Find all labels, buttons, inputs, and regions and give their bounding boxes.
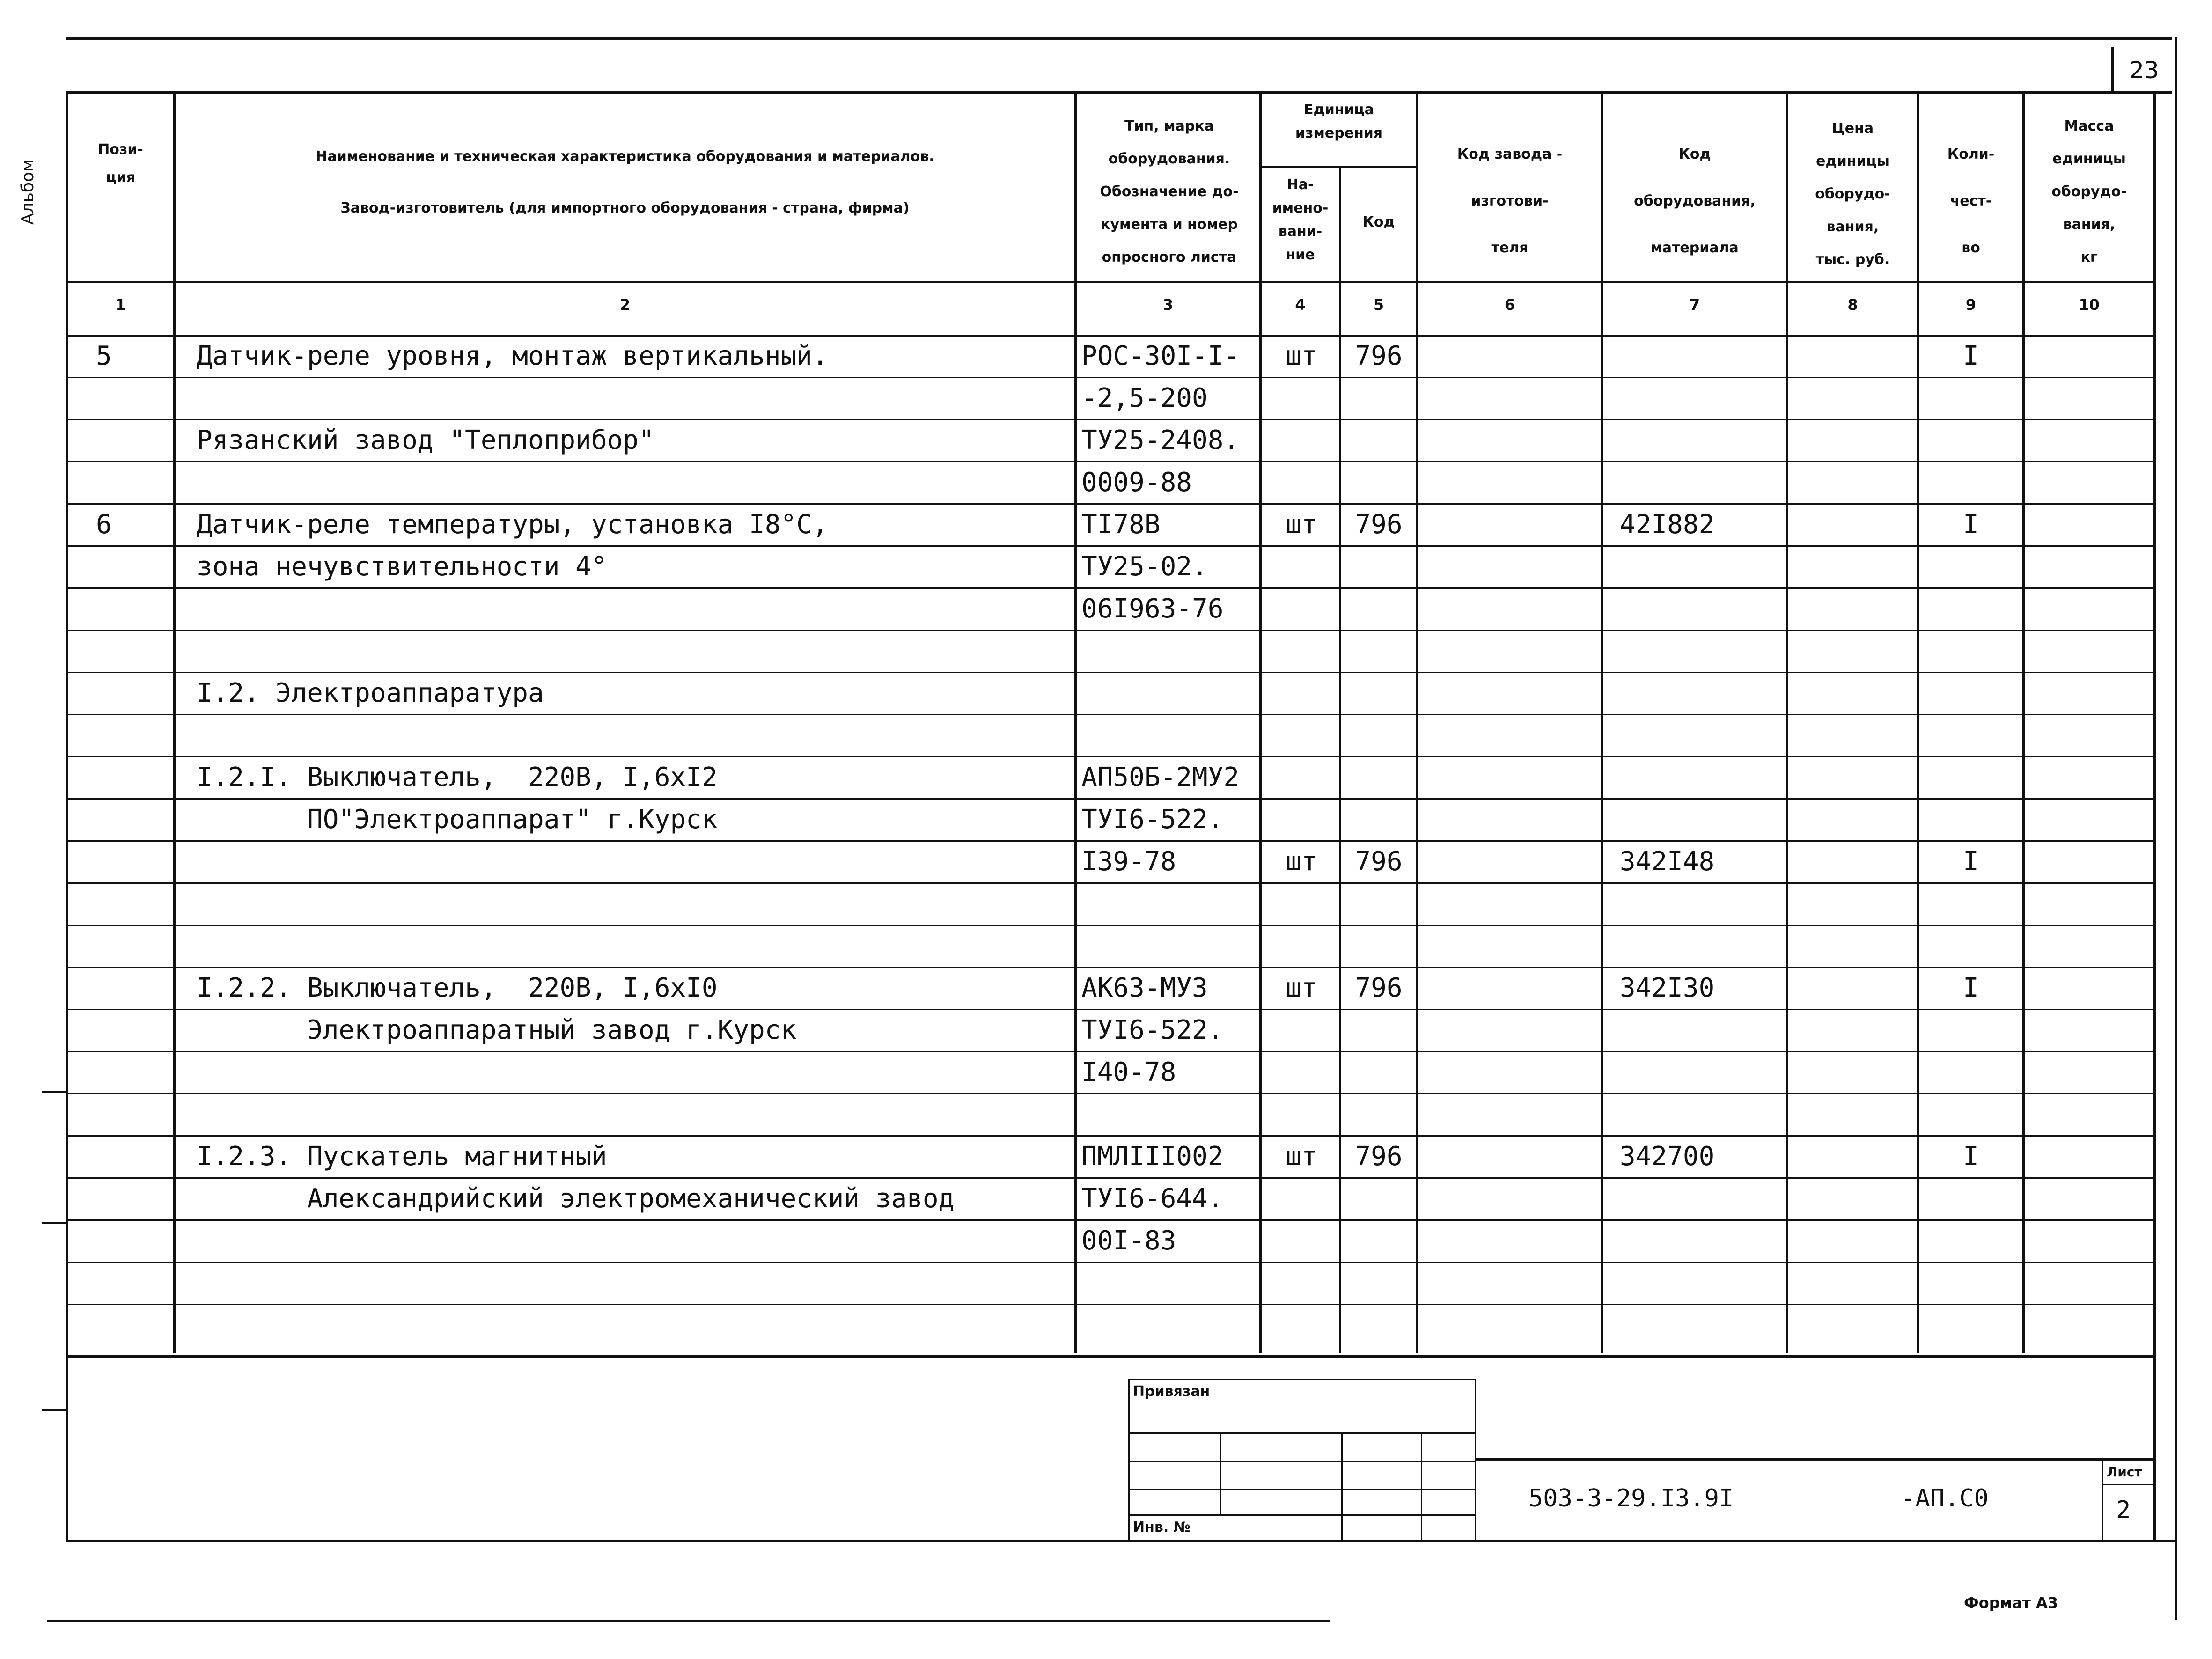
cell-type: ТУ25-2408. xyxy=(1081,425,1240,455)
col-line xyxy=(2153,91,2156,1540)
stamp-line xyxy=(1421,1432,1422,1540)
stamp-line xyxy=(1128,1489,1475,1490)
album-side-label: Альбом xyxy=(18,159,37,225)
row-line xyxy=(66,714,2153,715)
stamp-line xyxy=(1128,1379,1475,1380)
cell-equip-code: 342700 xyxy=(1620,1141,1715,1172)
cell-type: ТУI6-522. xyxy=(1081,804,1224,835)
col-number: 6 xyxy=(1504,296,1515,314)
cell-code: 796 xyxy=(1355,1141,1403,1172)
frame-top-line xyxy=(66,37,2172,40)
cell-pos: 6 xyxy=(96,509,112,540)
cell-name: Электроаппаратный завод г.Курск xyxy=(197,1015,797,1045)
cell-code: 796 xyxy=(1355,341,1403,371)
cell-unit: шт xyxy=(1286,341,1317,371)
header-col10: Масса единицы оборудо- вания, кг xyxy=(2051,118,2127,265)
cell-qty: I xyxy=(1963,846,1979,877)
stamp-tied-label: Привязан xyxy=(1133,1383,1210,1400)
cell-code: 796 xyxy=(1355,973,1403,1003)
cell-equip-code: 342I30 xyxy=(1620,973,1715,1003)
row-line xyxy=(66,587,2153,589)
col-number: 9 xyxy=(1965,296,1977,314)
header-col8: Цена единицы оборудо- вания, тыс. руб. xyxy=(1815,120,1890,268)
header-col6: Код завода - изготови- теля xyxy=(1457,146,1563,256)
sheet-no: 2 xyxy=(2116,1496,2131,1524)
cell-qty: I xyxy=(1963,509,1979,540)
cell-type: -2,5-200 xyxy=(1081,383,1208,413)
row-line xyxy=(66,377,2153,378)
row-line xyxy=(66,756,2153,757)
header-col1: Пози- ция xyxy=(98,141,143,186)
cell-type: 0009-88 xyxy=(1081,467,1192,498)
cell-unit: шт xyxy=(1286,509,1317,540)
row-line xyxy=(66,461,2153,462)
col-number: 2 xyxy=(619,296,631,314)
col-number: 10 xyxy=(2079,296,2100,314)
margin-tick xyxy=(42,1091,66,1093)
cell-equip-code: 342I48 xyxy=(1620,846,1715,877)
margin-tick xyxy=(42,1409,66,1411)
header-col3: Тип, марка оборудования. Обозначение до- кумента и номер опросного листа xyxy=(1100,118,1239,265)
col-number: 7 xyxy=(1689,296,1700,314)
cell-type: ТУ25-02. xyxy=(1081,551,1208,582)
row-line xyxy=(66,1177,2153,1179)
header-col5: Код xyxy=(1362,214,1395,230)
cell-name: ПО"Электроаппарат" г.Курск xyxy=(197,804,718,835)
cell-name: I.2.3. Пускатель магнитный xyxy=(197,1141,607,1172)
row-line xyxy=(66,1219,2153,1221)
row-line xyxy=(66,1304,2153,1305)
row-line xyxy=(66,630,2153,631)
cell-unit: шт xyxy=(1286,973,1317,1003)
format-label: Формат А3 xyxy=(1964,1594,2058,1612)
row-line xyxy=(66,1093,2153,1094)
cell-type: ПМЛIII002 xyxy=(1081,1141,1224,1172)
row-line xyxy=(66,798,2153,800)
cell-unit: шт xyxy=(1286,846,1317,877)
stamp-code-top xyxy=(1475,1458,2153,1461)
col-number: 8 xyxy=(1847,296,1858,314)
row-line xyxy=(66,840,2153,842)
cell-qty: I xyxy=(1963,973,1979,1003)
frame-header-top xyxy=(66,91,2172,94)
header-col9: Коли- чест- во xyxy=(1947,146,1995,256)
stamp-line xyxy=(1220,1432,1221,1514)
frame-bottom xyxy=(66,1540,2175,1542)
cell-code: 796 xyxy=(1355,846,1403,877)
sheet-cell-divider xyxy=(2102,1484,2153,1485)
frame-lower-line xyxy=(47,1620,1330,1622)
cell-type: ТI78В xyxy=(1081,509,1161,540)
cell-code: 796 xyxy=(1355,509,1403,540)
row-line xyxy=(66,925,2153,926)
cell-type: I39-78 xyxy=(1081,846,1176,877)
row-line xyxy=(66,1051,2153,1052)
row-line xyxy=(66,1135,2153,1137)
row-line xyxy=(66,419,2153,420)
header-col7: Код оборудования, материала xyxy=(1634,146,1756,256)
doc-code: 503-3-29.I3.9I xyxy=(1529,1484,1734,1512)
row-line xyxy=(66,1009,2153,1010)
cell-name: зона нечувствительности 4° xyxy=(197,551,607,582)
stamp-line xyxy=(1128,1379,1130,1540)
cell-type: ТУI6-522. xyxy=(1081,1015,1224,1045)
header-unit: Единица измерения xyxy=(1295,102,1383,141)
row-line xyxy=(66,967,2153,968)
header-col4: На- имено- вани- ние xyxy=(1272,176,1329,263)
cell-type: 00I-83 xyxy=(1081,1226,1176,1256)
row-line xyxy=(66,503,2153,505)
cell-type: 06I963-76 xyxy=(1081,594,1224,624)
row-line xyxy=(66,1262,2153,1263)
header-col2: Наименование и техническая характеристика оборудования и материалов. Завод-изготовитель (для импортного оборудования - страна, фирма) xyxy=(316,148,934,216)
cell-name: Александрийский электромеханический завод xyxy=(197,1183,955,1214)
col-number: 1 xyxy=(115,296,126,314)
unit-divider xyxy=(1259,166,1416,168)
col-number: 3 xyxy=(1162,296,1174,314)
cell-qty: I xyxy=(1963,341,1979,371)
doc-suffix: -АП.С0 xyxy=(1901,1484,1989,1512)
stamp-line xyxy=(1128,1461,1475,1462)
table-bottom xyxy=(66,1355,2153,1358)
cell-equip-code: 42I882 xyxy=(1620,509,1715,540)
cell-name: I.2.I. Выключатель, 220В, I,6хI2 xyxy=(197,762,718,793)
cell-name: Датчик-реле уровня, монтаж вертикальный. xyxy=(197,341,828,371)
stamp-inv-label: Инв. № xyxy=(1133,1519,1191,1535)
header-bottom xyxy=(66,281,2153,283)
cell-name: I.2. Электроаппаратура xyxy=(197,678,544,708)
cell-type: I40-78 xyxy=(1081,1057,1176,1087)
numbers-bottom xyxy=(66,335,2153,337)
sheet-label: Лист xyxy=(2107,1464,2142,1480)
frame-right xyxy=(2175,37,2177,1620)
sheet-number: 23 xyxy=(2129,57,2159,84)
cell-type: РОС-30I-I- xyxy=(1081,341,1240,371)
stamp-line xyxy=(1128,1514,1475,1516)
cell-name: Рязанский завод "Теплоприбор" xyxy=(197,425,654,455)
margin-tick xyxy=(42,1222,66,1224)
cell-unit: шт xyxy=(1286,1141,1317,1172)
cell-type: ТУI6-644. xyxy=(1081,1183,1224,1214)
cell-name: Датчик-реле температуры, установка I8°C, xyxy=(197,509,828,540)
cell-qty: I xyxy=(1963,1141,1979,1172)
cell-type: АК63-МУЗ xyxy=(1081,973,1208,1003)
row-line xyxy=(66,672,2153,673)
cell-type: АП50Б-2МУ2 xyxy=(1081,762,1240,793)
col-number: 5 xyxy=(1373,296,1384,314)
cell-name: I.2.2. Выключатель, 220В, I,6хI0 xyxy=(197,973,718,1003)
stamp-line xyxy=(1128,1432,1475,1434)
row-line xyxy=(66,882,2153,884)
cell-pos: 5 xyxy=(96,341,112,371)
col-number: 4 xyxy=(1295,296,1306,314)
sheet-cell-left xyxy=(2102,1458,2103,1540)
row-line xyxy=(66,545,2153,547)
stamp-line xyxy=(1341,1432,1343,1540)
